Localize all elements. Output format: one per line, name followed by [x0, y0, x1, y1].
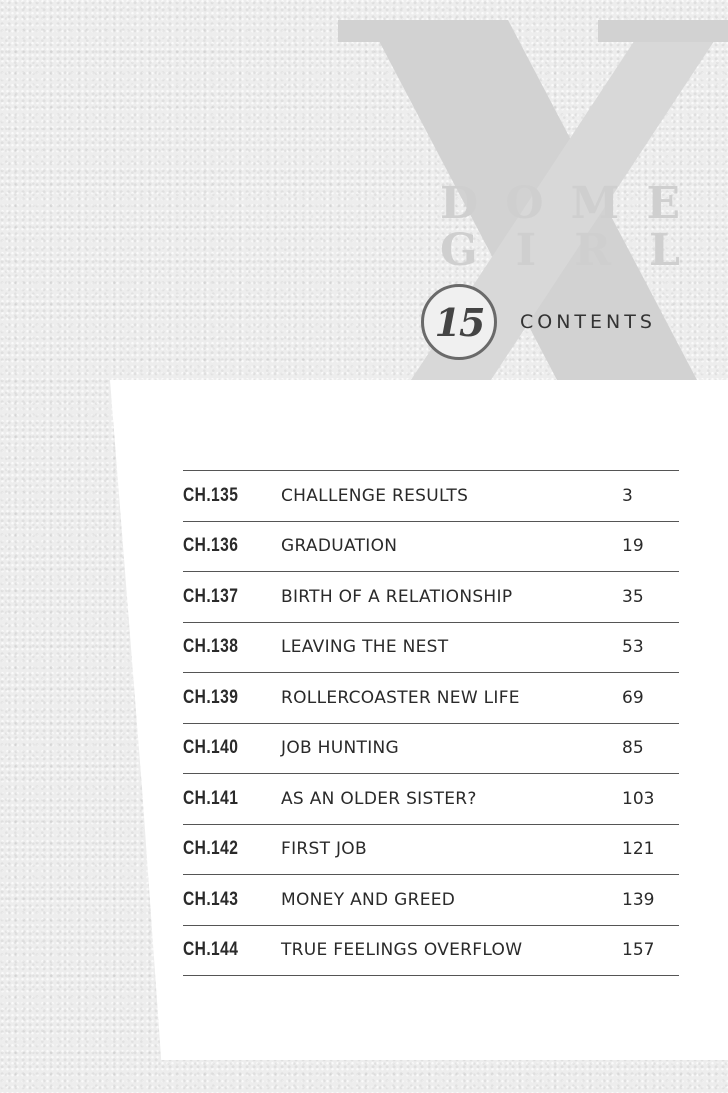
title-letter: M: [570, 178, 620, 229]
chapter-title: MONEY AND GREED: [281, 889, 456, 910]
chapter-title: GRADUATION: [281, 536, 398, 557]
chapter-number: CH.136: [183, 535, 239, 557]
chapter-number: CH.140: [183, 737, 239, 759]
chapter-title: ROLLERCOASTER NEW LIFE: [281, 687, 520, 708]
title-letter: O: [505, 178, 544, 229]
chapter-number: CH.137: [183, 585, 239, 607]
series-title-line1: [440, 178, 680, 229]
toc-row: [183, 774, 679, 825]
chapter-title: TRUE FEELINGS OVERFLOW: [281, 940, 523, 961]
page-number: 157: [622, 940, 655, 961]
table-of-contents: [183, 470, 679, 976]
page-number: 103: [622, 788, 655, 809]
page-number: 85: [622, 738, 644, 759]
page-number: 3: [622, 485, 633, 506]
page-number: 19: [622, 536, 644, 557]
toc-row: [183, 825, 679, 876]
volume-number: 15: [434, 299, 484, 345]
toc-row: [183, 724, 679, 775]
chapter-number: CH.144: [183, 939, 239, 961]
volume-badge: [421, 284, 497, 360]
chapter-title: AS AN OLDER SISTER?: [281, 788, 477, 809]
page-number: 53: [622, 637, 644, 658]
chapter-number: CH.139: [183, 686, 239, 708]
toc-row: [183, 673, 679, 724]
page-number: 139: [622, 889, 655, 910]
series-title-line2: [440, 225, 680, 276]
chapter-title: FIRST JOB: [281, 839, 367, 860]
contents-heading: CONTENTS: [520, 311, 656, 333]
chapter-title: CHALLENGE RESULTS: [281, 485, 469, 506]
toc-row: [183, 623, 679, 674]
toc-row: [183, 926, 679, 977]
title-letter: D: [440, 178, 479, 229]
title-letter: E: [646, 178, 680, 229]
chapter-number: CH.135: [183, 484, 239, 506]
toc-row: [183, 572, 679, 623]
chapter-number: CH.142: [183, 838, 239, 860]
page-number: 35: [622, 586, 644, 607]
toc-row: [183, 522, 679, 573]
page-number: 69: [622, 687, 644, 708]
toc-row: [183, 875, 679, 926]
chapter-number: CH.138: [183, 636, 239, 658]
title-letter: I: [515, 225, 537, 276]
chapter-number: CH.141: [183, 787, 239, 809]
chapter-title: BIRTH OF A RELATIONSHIP: [281, 586, 513, 607]
page-number: 121: [622, 839, 655, 860]
title-letter: R: [574, 225, 611, 276]
chapter-number: CH.143: [183, 888, 239, 910]
title-letter: L: [649, 225, 680, 276]
title-letter: G: [440, 225, 478, 276]
toc-row: [183, 471, 679, 522]
chapter-title: JOB HUNTING: [281, 738, 399, 759]
chapter-title: LEAVING THE NEST: [281, 637, 449, 658]
